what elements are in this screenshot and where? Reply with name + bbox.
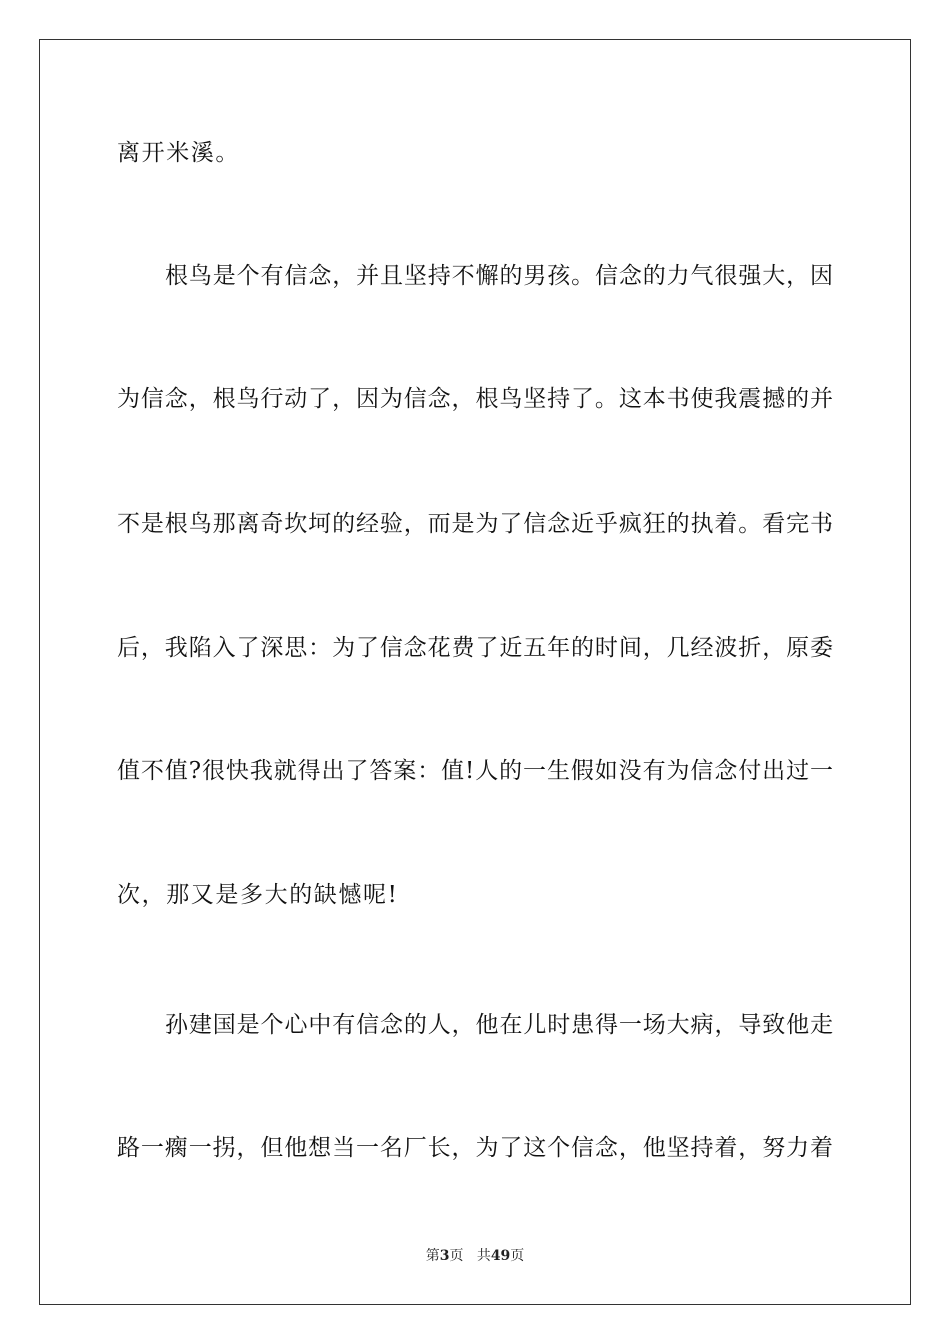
paragraph-2-line-1: 根鸟是个有信念，并且坚持不懈的男孩。信念的力气很强大，因 [165,263,833,289]
page-prefix: 第 [425,1248,440,1264]
page-suffix: 页 [449,1248,464,1264]
paragraph-2-line-5: 值不值?很快我就得出了答案：值!人的一生假如没有为信念付出过一 [117,758,833,784]
paragraph-3-line-1: 孙建国是个心中有信念的人，他在儿时患得一场大病，导致他走 [165,1012,833,1038]
page-footer [0,1247,950,1265]
paragraph-3-line-2: 路一瘸一拐，但他想当一名厂长，为了这个信念，他坚持着，努力着 [117,1135,833,1161]
page-border [39,39,911,1305]
page-number: 3 [439,1248,450,1264]
paragraph-2-line-4: 后，我陷入了深思：为了信念花费了近五年的时间，几经波折，原委 [117,635,833,661]
text-line-1: 离开米溪。 [117,140,240,166]
total-prefix: 共 [476,1248,491,1264]
total-pages: 49 [490,1248,511,1264]
total-suffix: 页 [510,1248,525,1264]
paragraph-2-line-2: 为信念，根鸟行动了，因为信念，根鸟坚持了。这本书使我震撼的并 [117,386,833,412]
paragraph-2-line-6: 次，那又是多大的缺憾呢! [117,882,399,908]
paragraph-2-line-3: 不是根鸟那离奇坎坷的经验，而是为了信念近乎疯狂的执着。看完书 [117,511,833,537]
